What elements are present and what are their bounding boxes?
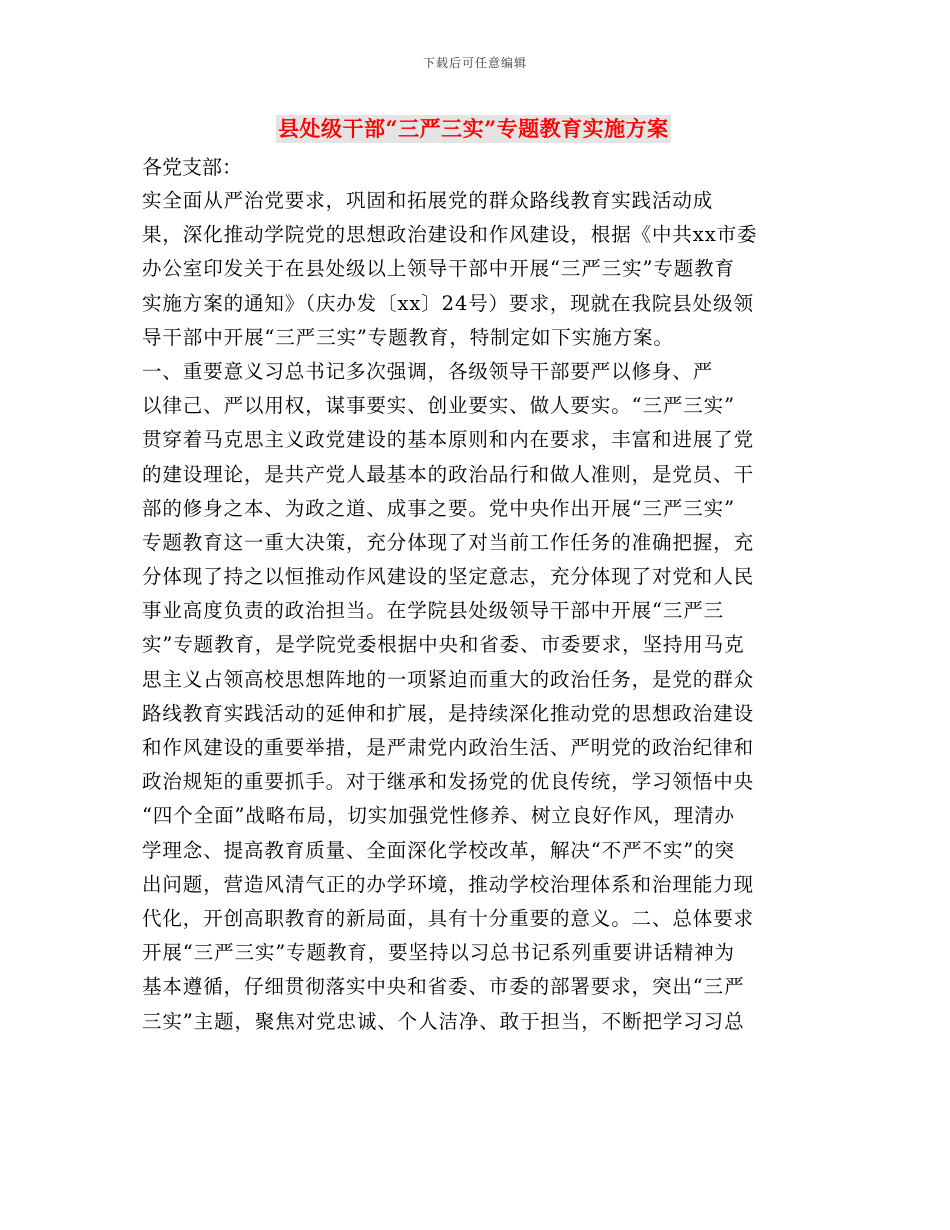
- body-line: 专题教育这一重大决策，充分体现了对当前工作任务的准确把握，充: [142, 530, 755, 554]
- body-line: 办公室印发关于在县处级以上领导干部中开展“三严三实”专题教育: [142, 257, 735, 281]
- body-line: 实”专题教育，是学院党委根据中央和省委、市委要求，坚持用马克: [142, 633, 745, 657]
- body-line: 实施方案的通知》（庆办发〔xx〕24号）要求，现就在我院县处级领: [142, 291, 754, 315]
- body-line: 出问题，营造风清气正的办学环境，推动学校治理体系和治理能力现: [142, 872, 755, 896]
- body-line: 三实”主题，聚焦对党忠诚、个人洁净、敢于担当，不断把学习习总: [142, 1009, 745, 1033]
- body-line: “四个全面”战略布局，切实加强党性修养、树立良好作风，理清办: [142, 804, 735, 828]
- body-line: 果，深化推动学院党的思想政治建设和作风建设，根据《中共xx市委: [142, 223, 758, 247]
- body-line: 学理念、提高教育质量、全面深化学校改革，解决“不严不实”的突: [142, 838, 735, 862]
- body-line: 部的修身之本、为政之道、成事之要。党中央作出开展“三严三实”: [142, 496, 735, 520]
- body-line: 思主义占领高校思想阵地的一项紧迫而重大的政治任务，是党的群众: [142, 667, 755, 691]
- body-line: 代化，开创高职教育的新局面，具有十分重要的意义。二、总体要求: [142, 906, 755, 930]
- body-line: 路线教育实践活动的延伸和扩展，是持续深化推动党的思想政治建设: [142, 701, 755, 725]
- body-line: 贯穿着马克思主义政党建设的基本原则和内在要求，丰富和进展了党: [142, 428, 755, 452]
- body-line: 政治规矩的重要抓手。对于继承和发扬党的优良传统，学习领悟中央: [142, 770, 755, 794]
- body-line: 一、重要意义习总书记多次强调，各级领导干部要严以修身、严: [142, 359, 714, 383]
- document-title: 县处级干部“三严三实”专题教育实施方案: [278, 116, 669, 141]
- document-body: [142, 184, 802, 1039]
- body-line: 事业高度负责的政治担当。在学院县处级领导干部中开展“三严三: [142, 599, 725, 623]
- page-header-note: 下载后可任意编辑: [422, 56, 527, 70]
- body-line: 分体现了持之以恒推动作风建设的坚定意志，充分体现了对党和人民: [142, 565, 755, 589]
- body-line: 以律己、严以用权，谋事要实、创业要实、做人要实。“三严三实”: [142, 394, 735, 418]
- body-line: 导干部中开展“三严三实”专题教育，特制定如下实施方案。: [142, 325, 674, 349]
- body-line: 开展“三严三实”专题教育，要坚持以习总书记系列重要讲话精神为: [142, 941, 735, 965]
- body-line: 实全面从严治党要求，巩固和拓展党的群众路线教育实践活动成: [142, 189, 714, 212]
- body-line: 和作风建设的重要举措，是严肃党内政治生活、严明党的政治纪律和: [142, 736, 755, 759]
- body-line: 的建设理论，是共产党人最基本的政治品行和做人准则，是党员、干: [142, 462, 755, 486]
- body-line: 基本遵循，仔细贯彻落实中央和省委、市委的部署要求，突出“三严: [142, 975, 745, 999]
- salutation: 各党支部：: [142, 155, 242, 179]
